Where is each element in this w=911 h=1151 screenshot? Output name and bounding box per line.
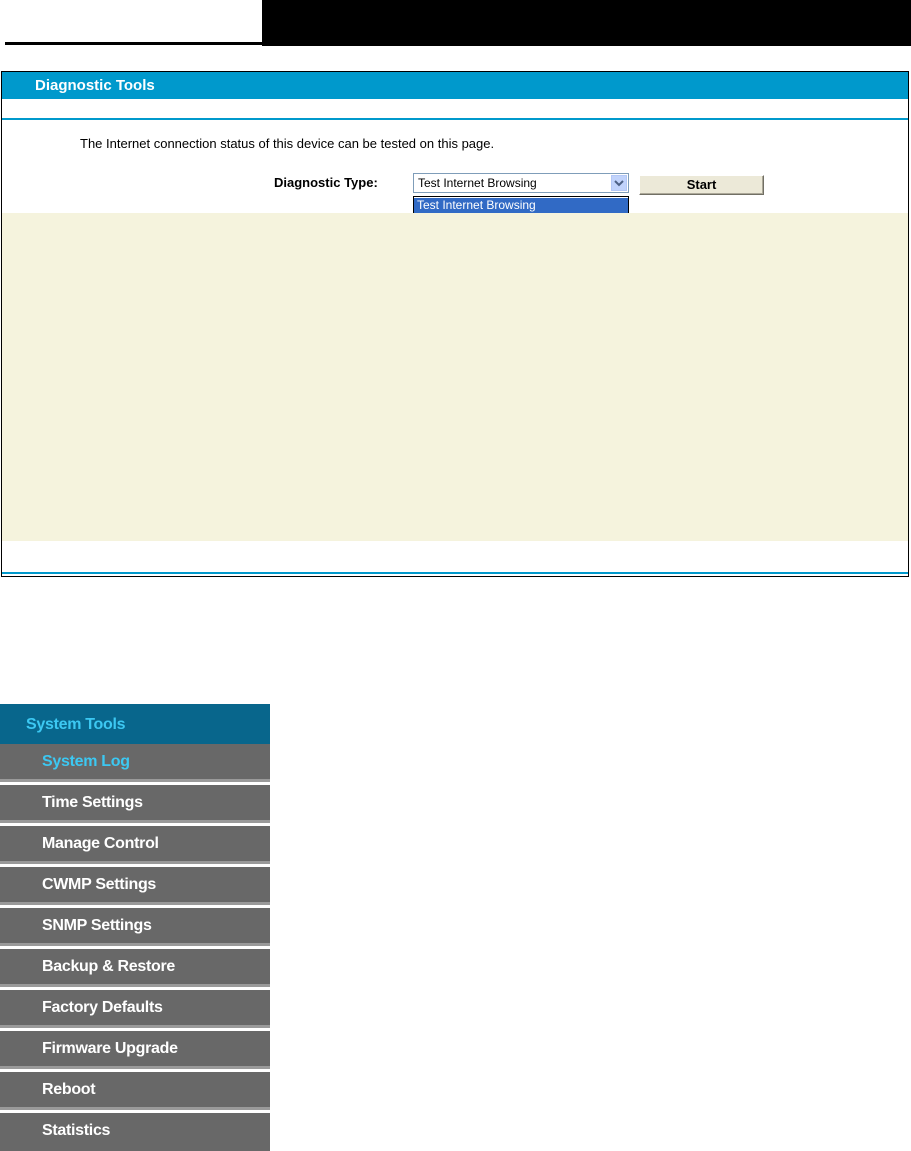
page-header-band [0,0,911,46]
intro-text: The Internet connection status of this device can be tested on this page. [80,136,495,151]
sidebar-item-statistics[interactable] [0,1113,270,1151]
sidebar-item-label: Time Settings [42,794,143,811]
diagnostic-tools-panel [1,71,909,577]
panel-title: Diagnostic Tools [35,77,155,94]
sidebar-item-label: System Log [42,753,130,770]
sidebar-item-label: Manage Control [42,835,159,852]
sidebar-item-backup-restore[interactable] [0,949,270,987]
sidebar-item-label: Firmware Upgrade [42,1040,178,1057]
panel-divider [2,118,908,120]
sidebar-item-reboot[interactable] [0,1072,270,1110]
sidebar-header-system-tools[interactable] [0,704,270,744]
start-button[interactable]: Start [639,175,764,195]
sidebar-header-label: System Tools [26,716,126,733]
sidebar-item-factory-defaults[interactable] [0,990,270,1028]
header-black-block [262,0,911,46]
header-underline [5,42,262,45]
sidebar-item-system-log[interactable] [0,744,270,782]
sidebar-item-label: Statistics [42,1122,111,1139]
sidebar-item-label: CWMP Settings [42,876,157,893]
diagnostic-type-selected-value: Test Internet Browsing [418,176,537,190]
sidebar-item-firmware-upgrade[interactable] [0,1031,270,1069]
diagnostic-result-area [2,213,908,541]
panel-title-bar [2,72,908,100]
sidebar-item-cwmp-settings[interactable] [0,867,270,905]
chevron-down-icon[interactable] [611,175,627,191]
diagnostic-type-label: Diagnostic Type: [274,175,378,190]
dropdown-option-internet-browsing[interactable]: Test Internet Browsing [414,198,628,213]
system-tools-sidebar [0,704,270,1150]
header-left-area [0,0,262,46]
sidebar-item-label: Factory Defaults [42,999,163,1016]
sidebar-item-snmp-settings[interactable] [0,908,270,946]
sidebar-item-label: Backup & Restore [42,958,176,975]
sidebar-item-label: Reboot [42,1081,96,1098]
sidebar-item-time-settings[interactable] [0,785,270,823]
diagnostic-type-select[interactable] [413,173,629,193]
sidebar-item-manage-control[interactable] [0,826,270,864]
panel-bottom-divider [2,572,908,574]
sidebar-item-label: SNMP Settings [42,917,152,934]
